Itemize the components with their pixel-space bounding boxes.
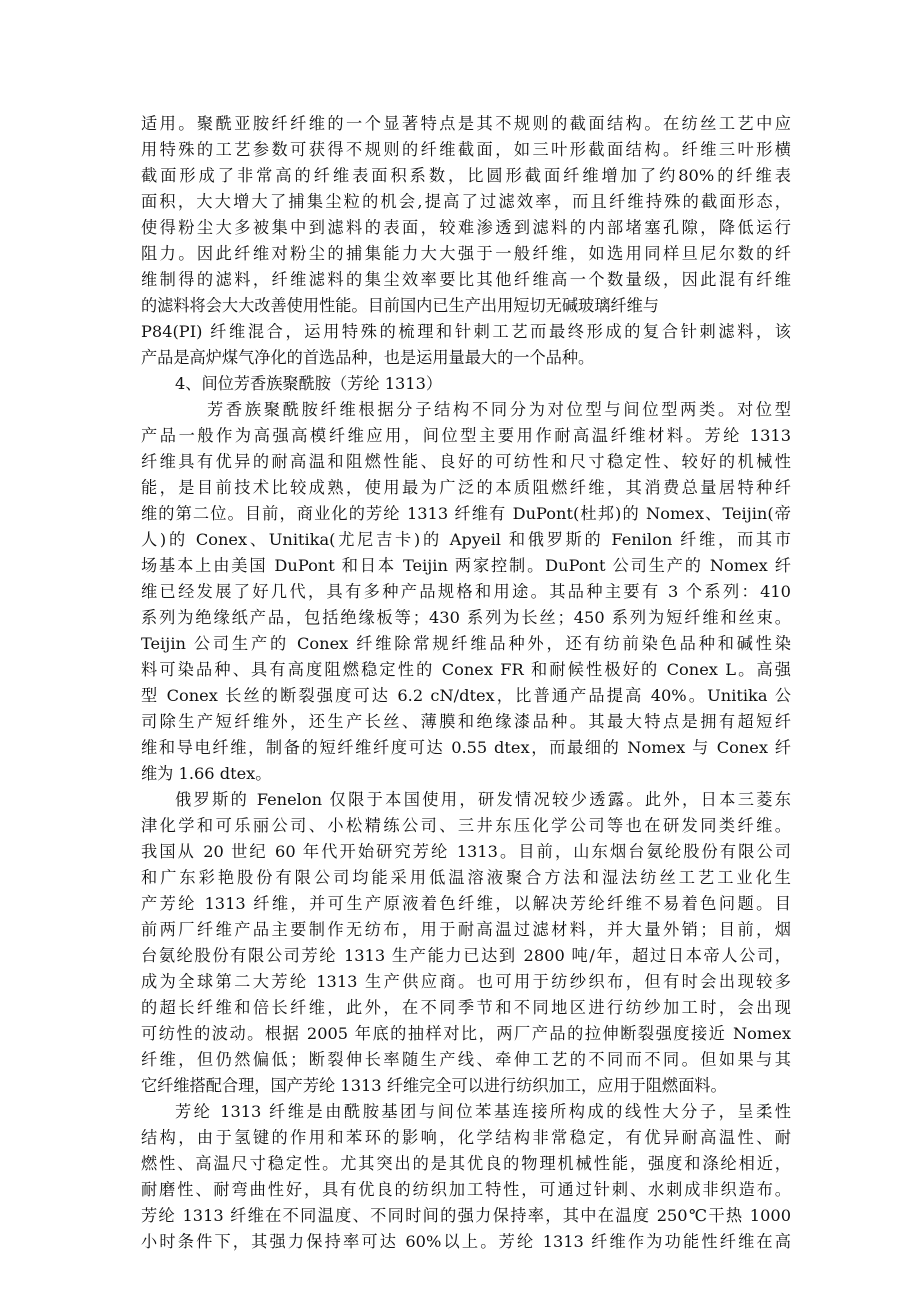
text-line: 小时条件下，其强力保持率可达 60%以上。芳纶 1313 纤维作为功能性纤维在高 [141, 1232, 791, 1251]
text-line: 纤维具有优异的耐高温和阻燃性能、良好的可纺性和尺寸稳定性、较好的机械性 [141, 452, 791, 471]
text-line: 耐磨性、耐弯曲性好，具有优良的纺织加工特性，可通过针刺、水刺成非织造布。 [141, 1180, 791, 1199]
text-line: 司除生产短纤维外，还生产长丝、薄膜和绝缘漆品种。其最大特点是拥有超短纤 [141, 712, 791, 731]
text-line: 前两厂纤维产品主要制作无纺布，用于耐高温过滤材料，并大量外销；目前，烟 [141, 920, 791, 939]
section-heading: 4、间位芳香族聚酰胺（芳纶 1313） [175, 374, 443, 393]
text-line: 料可染品种、具有高度阻燃稳定性的 Conex FR 和耐候性极好的 Conex L。高强 [141, 660, 791, 679]
text-line: P84(PI) 纤维混合，运用特殊的梳理和针刺工艺而最终形成的复合针刺滤料，该 [141, 322, 791, 341]
text-line: 成为全球第二大芳纶 1313 生产供应商。也可用于纺纱织布，但有时会出现较多 [141, 972, 791, 991]
text-line: Teijin 公司生产的 Conex 纤维除常规纤维品种外，还有纺前染色品种和碱性染 [141, 634, 791, 653]
paragraph-first-line: 芳纶 1313 纤维是由酰胺基团与间位苯基连接所构成的线性大分子，呈柔性 [175, 1102, 791, 1121]
text-line: 截面形成了非常高的纤维表面积系数，比圆形截面纤维增加了约80%的纤维表 [141, 166, 791, 185]
text-line: 产芳纶 1313 纤维，并可生产原液着色纤维，以解决芳纶纤维不易着色问题。目 [141, 894, 791, 913]
text-line: 津化学和可乐丽公司、小松精练公司、三井东压化学公司等也在研发同类纤维。 [141, 816, 791, 835]
text-line: 可纺性的波动。根据 2005 年底的抽样对比，两厂产品的拉伸断裂强度接近 Nomex [141, 1024, 791, 1043]
text-line: 阻力。因此纤维对粉尘的捕集能力大大强于一般纤维，如选用同样旦尼尔数的纤 [141, 244, 791, 263]
text-line: 维的第二位。目前，商业化的芳纶 1313 纤维有 DuPont(杜邦)的 Nomex、Teijin(帝 [141, 504, 791, 523]
text-line: 适用。聚酰亚胺纤纤维的一个显著特点是其不规则的截面结构。在纺丝工艺中应 [141, 114, 791, 133]
text-line: 台氨纶股份有限公司芳纶 1313 生产能力已达到 2800 吨/年，超过日本帝人公司， [141, 946, 791, 965]
text-line: 系列为绝缘纸产品，包括绝缘板等；430 系列为长丝；450 系列为短纤维和丝束。 [141, 608, 791, 627]
text-line: 结构，由于氢键的作用和苯环的影响，化学结构非常稳定，有优异耐高温性、耐 [141, 1128, 791, 1147]
text-line: 人)的 Conex、Unitika(尤尼吉卡)的 Apyeil 和俄罗斯的 Fenilon 纤维，而其市 [141, 530, 791, 549]
text-line: 维为 1.66 dtex。 [141, 764, 272, 783]
text-line: 用特殊的工艺参数可获得不规则的纤维截面，如三叶形截面结构。纤维三叶形横 [141, 140, 791, 159]
text-line: 的超长纤维和倍长纤维，此外，在不同季节和不同地区进行纺纱加工时，会出现 [141, 998, 791, 1017]
text-line: 场基本上由美国 DuPont 和日本 Teijin 两家控制。DuPont 公司生产的 Nomex 纤 [141, 556, 791, 575]
text-line: 它纤维搭配合理，国产芳纶 1313 纤维完全可以进行纺织加工，应用于阻燃面料。 [141, 1076, 727, 1095]
text-line: 产品一般作为高强高模纤维应用，间位型主要用作耐高温纤维材料。芳纶 1313 [141, 426, 791, 445]
text-line: 维制得的滤料，纤维滤料的集尘效率要比其他纤维高一个数量级，因此混有纤维 [141, 270, 791, 289]
text-line: 的滤料将会大大改善使用性能。目前国内已生产出用短切无碱玻璃纤维与 [141, 296, 659, 315]
text-line: 面积，大大增大了捕集尘粒的机会,提高了过滤效率，而且纤维持殊的截面形态， [141, 192, 791, 211]
text-line: 我国从 20 世纪 60 年代开始研究芳纶 1313。目前，山东烟台氨纶股份有限公司 [141, 842, 791, 861]
text-line: 产品是高炉煤气净化的首选品种，也是运用量最大的一个品种。 [141, 348, 595, 367]
text-line: 和广东彩艳股份有限公司均能采用低温溶液聚合方法和湿法纺丝工艺工业化生 [141, 868, 791, 887]
text-line: 维和导电纤维，制备的短纤维纤度可达 0.55 dtex，而最细的 Nomex 与 Conex 纤 [141, 738, 791, 757]
text-line: 纤维，但仍然偏低；断裂伸长率随生产线、牵伸工艺的不同而不同。但如果与其 [141, 1050, 791, 1069]
text-line: 型 Conex 长丝的断裂强度可达 6.2 cN/dtex，比普通产品提高 40%。Unitika 公 [141, 686, 791, 705]
text-line: 芳纶 1313 纤维在不同温度、不同时间的强力保持率，其中在温度 250℃干热 1000 [141, 1206, 791, 1225]
text-line: 维已经发展了好几代，具有多种产品规格和用途。其品种主要有 3 个系列：410 [141, 582, 791, 601]
text-line: 能，是目前技术比较成熟，使用最为广泛的本质阻燃纤维，其消费总量居特种纤 [141, 478, 791, 497]
paragraph-first-line: 芳香族聚酰胺纤维根据分子结构不同分为对位型与间位型两类。对位型 [207, 400, 791, 419]
text-line: 燃性、高温尺寸稳定性。尤其突出的是其优良的物理机械性能，强度和涤纶相近， [141, 1154, 791, 1173]
paragraph-first-line: 俄罗斯的 Fenelon 仅限于本国使用，研发情况较少透露。此外，日本三菱东 [175, 790, 791, 809]
text-line: 使得粉尘大多被集中到滤料的表面，较难渗透到滤料的内部堵塞孔隙，降低运行 [141, 218, 791, 237]
